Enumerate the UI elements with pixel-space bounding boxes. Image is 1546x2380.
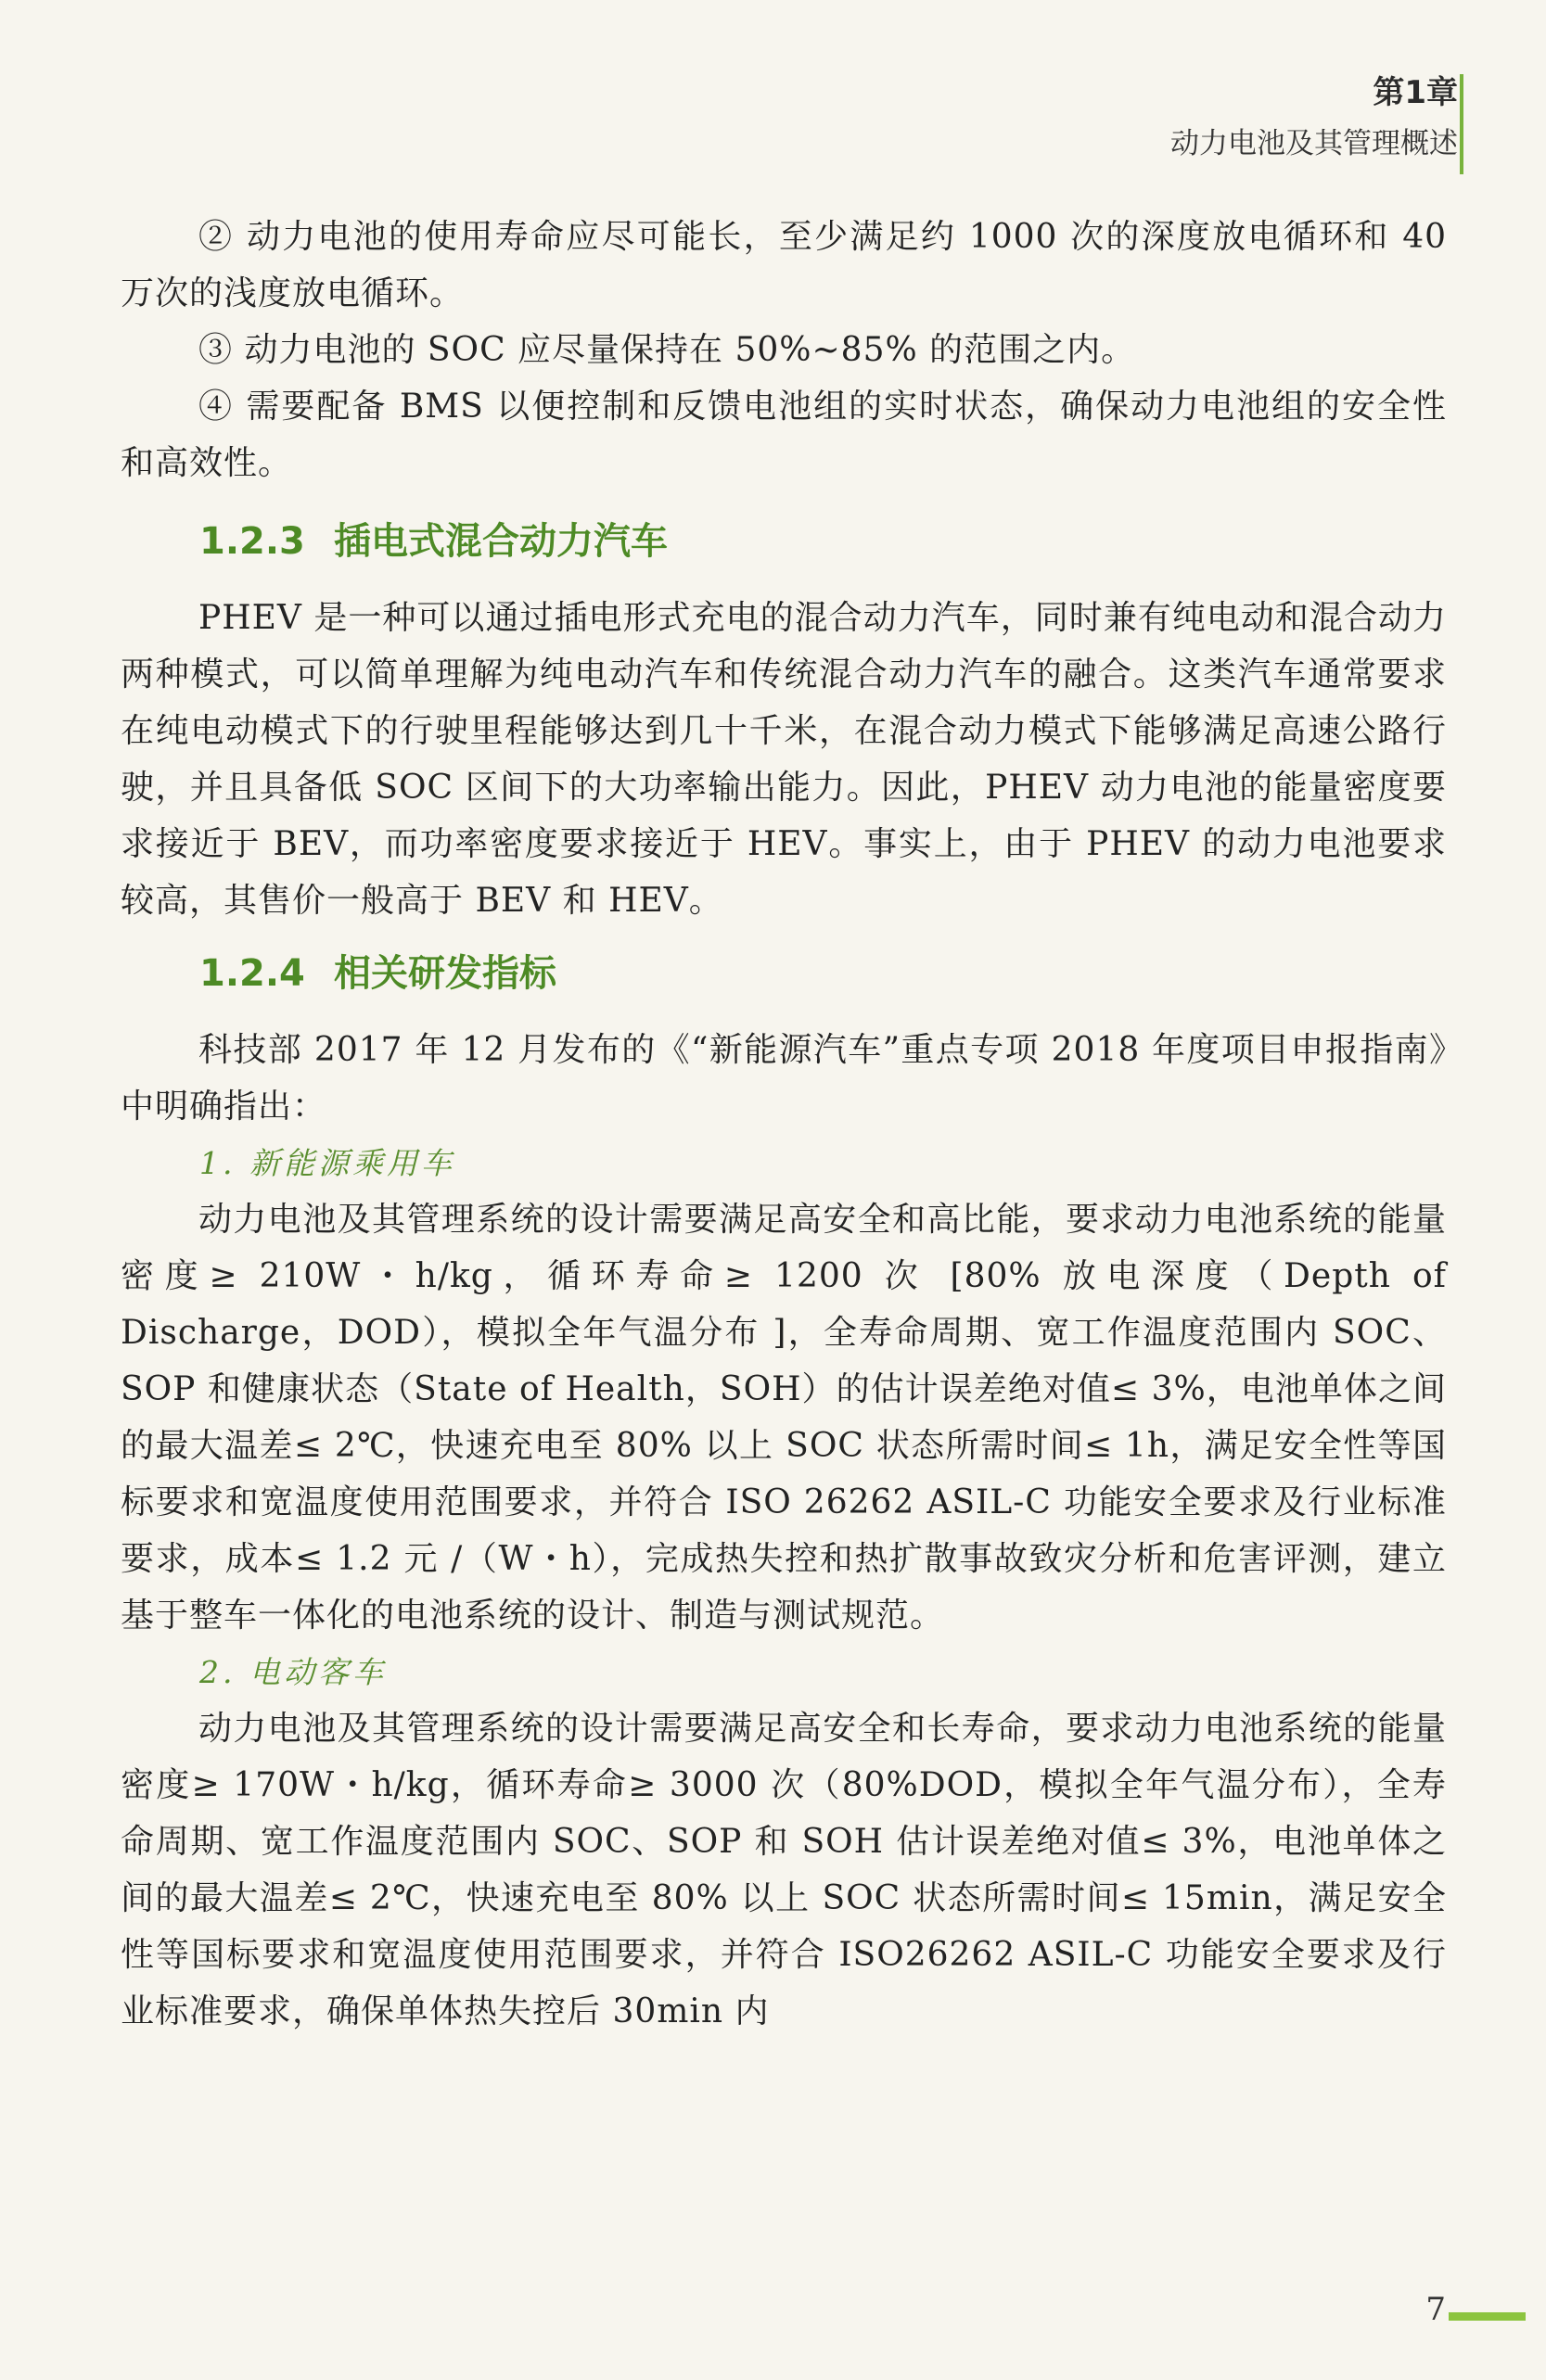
section-title: 相关研发指标 <box>334 952 556 995</box>
page-number-bar <box>1449 2312 1526 2321</box>
list-item: ② 动力电池的使用寿命应尽可能长，至少满足约 1000 次的深度放电循环和 40 万次的浅度放电循环。 <box>121 218 1447 312</box>
section-title: 插电式混合动力汽车 <box>334 520 668 563</box>
page-body <box>121 209 1447 2040</box>
subheading-passenger-car: 1. 新能源乘用车 <box>199 1145 455 1181</box>
header-rule <box>1460 74 1463 174</box>
paragraph-phev: PHEV 是一种可以通过插电形式充电的混合动力汽车，同时兼有纯电动和混合动力两种模式，可以简单理解为纯电动汽车和传统混合动力汽车的融合。这类汽车通常要求在纯电动模式下的行驶里程能够达到几十千米，在混合动力模式下能够满足高速公路行驶，并且具备低 SOC 区间下的大功率输出能力。因此，PHEV 动力电池的能量密度要求接近于 BEV，而功率密度要求接近于 HEV。事实上，由于 PHEV 的动力电池要求较高，其售价一般高于 BEV 和 HEV。 <box>121 599 1447 920</box>
running-header <box>1170 72 1458 165</box>
paragraph-electric-bus: 动力电池及其管理系统的设计需要满足高安全和长寿命，要求动力电池系统的能量密度≥ 170W・h/kg，循环寿命≥ 3000 次（80%DOD，模拟全年气温分布），全寿命周期、宽工作温度范围内 SOC、SOP 和 SOH 估计误差绝对值≤ 3%，电池单体之间的最大温差≤ 2℃，快速充电至 80% 以上 SOC 状态所需时间≤ 15min，满足安全性等国标要求和宽温度使用范围要求，并符合 ISO26262 ASIL-C 功能安全要求及行业标准要求，确保单体热失控后 30min 内 <box>121 1710 1447 2030</box>
list-item: ④ 需要配备 BMS 以便控制和反馈电池组的实时状态，确保动力电池组的安全性和高效性。 <box>121 388 1447 482</box>
section-heading-1-2-3 <box>121 514 1447 569</box>
list-item: ③ 动力电池的 SOC 应尽量保持在 50%~85% 的范围之内。 <box>198 331 1136 369</box>
section-number: 1.2.4 <box>199 952 305 995</box>
section-heading-1-2-4 <box>121 946 1447 1001</box>
paragraph-passenger-car: 动力电池及其管理系统的设计需要满足高安全和高比能，要求动力电池系统的能量密度≥ 210W・h/kg，循环寿命≥ 1200 次 [80% 放电深度（Depth of Discharge，DOD），模拟全年气温分布 ]，全寿命周期、宽工作温度范围内 SOC、SOP 和健康状态（State of Health，SOH）的估计误差绝对值≤ 3%，电池单体之间的最大温差≤ 2℃，快速充电至 80% 以上 SOC 状态所需时间≤ 1h，满足安全性等国标要求和宽温度使用范围要求，并符合 ISO 26262 ASIL-C 功能安全要求及行业标准要求，成本≤ 1.2 元 /（W・h），完成热失控和热扩散事故致灾分析和危害评测，建立基于整车一体化的电池系统的设计、制造与测试规范。 <box>121 1201 1447 1635</box>
chapter-title: 动力电池及其管理概述 <box>1170 127 1458 160</box>
page-number: 7 <box>1425 2291 1446 2328</box>
chapter-label: 第1章 <box>1373 74 1458 111</box>
section-number: 1.2.3 <box>199 520 305 563</box>
subheading-electric-bus: 2. 电动客车 <box>199 1654 387 1690</box>
paragraph-intro: 科技部 2017 年 12 月发布的《“新能源汽车”重点专项 2018 年度项目申报指南》中明确指出： <box>121 1031 1447 1126</box>
